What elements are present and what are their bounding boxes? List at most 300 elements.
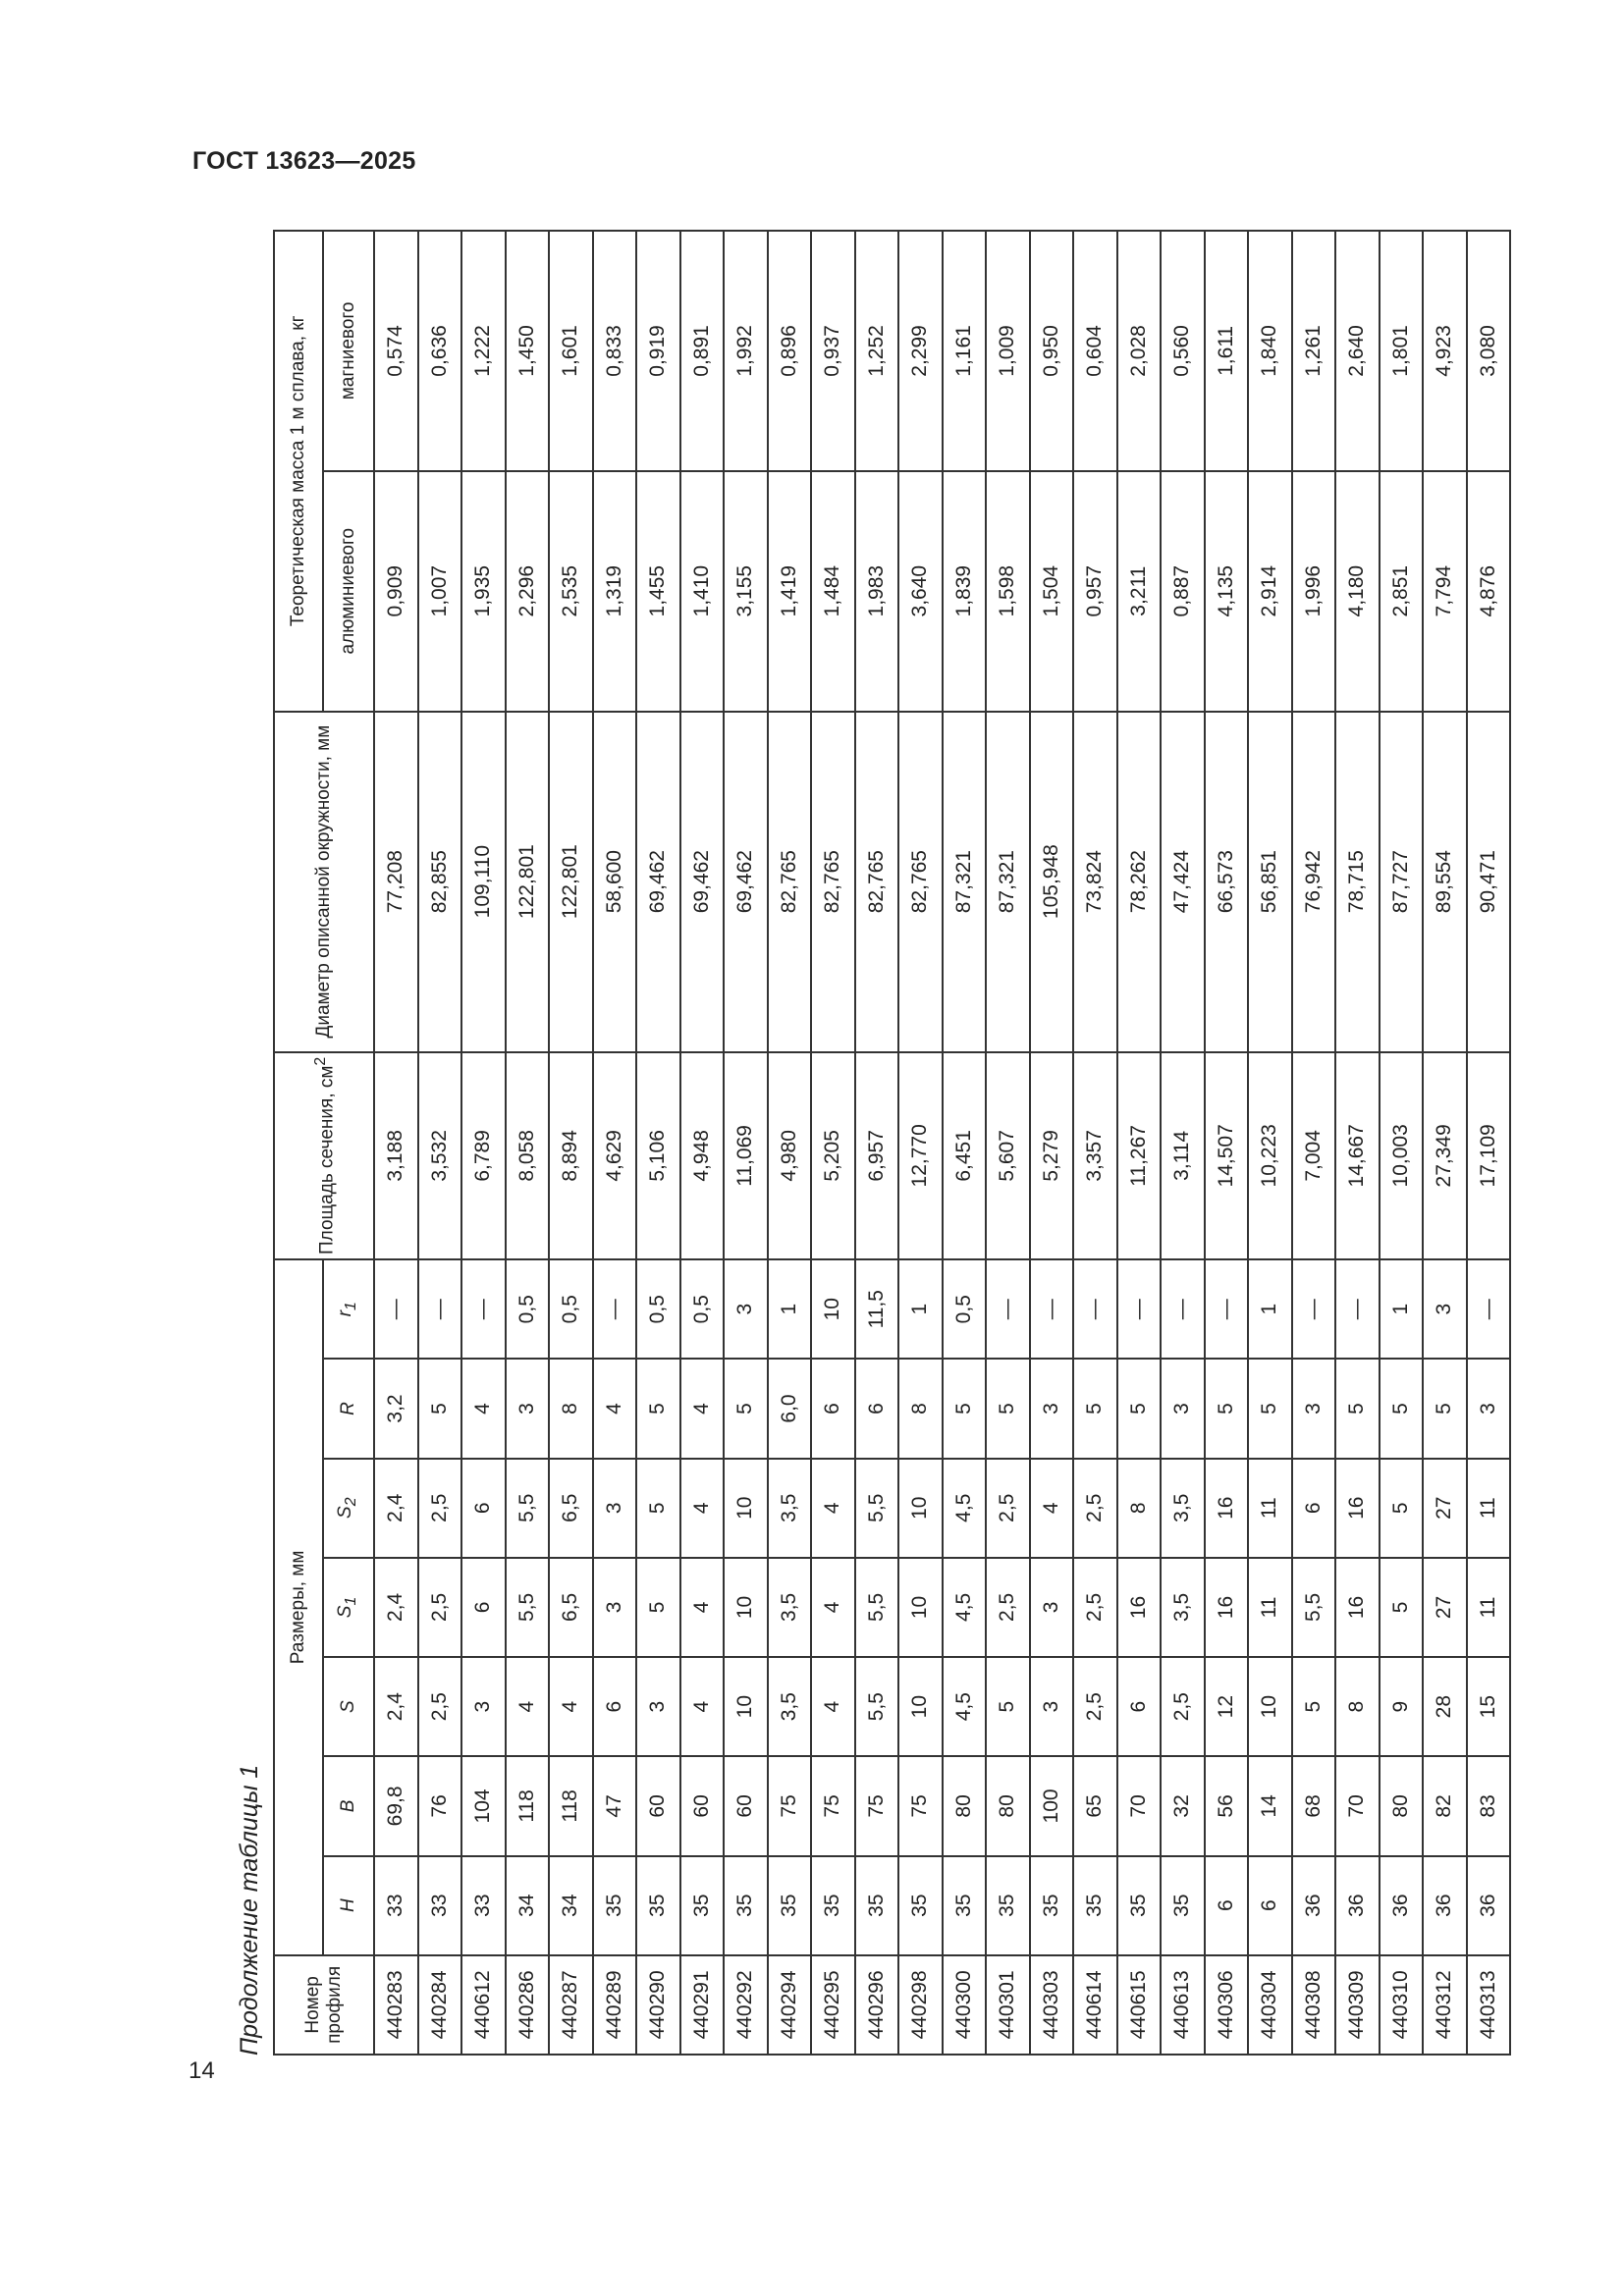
table-cell: 1,484 bbox=[811, 471, 855, 712]
table-cell: 80 bbox=[986, 1756, 1030, 1855]
table-cell: 3 bbox=[724, 1259, 768, 1359]
table-cell: 68 bbox=[1292, 1756, 1336, 1855]
table-cell: 60 bbox=[724, 1756, 768, 1855]
col-header-r1: $r_1$ bbox=[323, 1259, 374, 1359]
table-cell: 6 bbox=[461, 1459, 506, 1558]
table-cell: 7,794 bbox=[1423, 471, 1467, 712]
table-cell: 440306 bbox=[1205, 1955, 1249, 2055]
table-cell: — bbox=[1073, 1259, 1117, 1359]
table-cell: 100 bbox=[1030, 1756, 1074, 1855]
table-cell: 5 bbox=[724, 1359, 768, 1458]
table-cell: 0,833 bbox=[593, 231, 637, 471]
table-cell: — bbox=[461, 1259, 506, 1359]
table-cell: 0,957 bbox=[1073, 471, 1117, 712]
table-cell: 16 bbox=[1205, 1459, 1249, 1558]
table-cell: 3,5 bbox=[768, 1459, 812, 1558]
table-cell: 5 bbox=[418, 1359, 462, 1458]
table-cell: 35 bbox=[593, 1856, 637, 1955]
table-cell: 56,851 bbox=[1248, 712, 1292, 1052]
table-cell: 33 bbox=[461, 1856, 506, 1955]
table-cell: 5,5 bbox=[855, 1459, 899, 1558]
table-cell: 75 bbox=[898, 1756, 943, 1855]
table-cell: 5 bbox=[943, 1359, 987, 1458]
table-cell: 5 bbox=[636, 1558, 680, 1657]
table-cell: 6 bbox=[1248, 1856, 1292, 1955]
table-cell: 0,5 bbox=[549, 1259, 593, 1359]
col-header-r: R bbox=[323, 1359, 374, 1458]
table-cell: 35 bbox=[943, 1856, 987, 1955]
table-cell: 4,135 bbox=[1205, 471, 1249, 712]
table-cell: 3,188 bbox=[374, 1052, 418, 1259]
table-cell: 4 bbox=[549, 1657, 593, 1756]
table-cell: 440294 bbox=[768, 1955, 812, 2055]
table-cell: 35 bbox=[986, 1856, 1030, 1955]
table-cell: 0,574 bbox=[374, 231, 418, 471]
table-cell: 5 bbox=[1335, 1359, 1380, 1458]
table-cell: 69,462 bbox=[636, 712, 680, 1052]
table-cell: 87,321 bbox=[986, 712, 1030, 1052]
table-row bbox=[374, 231, 418, 2055]
table-cell: 440298 bbox=[898, 1955, 943, 2055]
table-cell: 4 bbox=[680, 1359, 725, 1458]
table-cell: 69,462 bbox=[680, 712, 725, 1052]
table-cell: 2,5 bbox=[1073, 1558, 1117, 1657]
table-cell: 35 bbox=[636, 1856, 680, 1955]
table-cell: 12,770 bbox=[898, 1052, 943, 1259]
table-cell: 6,0 bbox=[768, 1359, 812, 1458]
table-cell: 14,507 bbox=[1205, 1052, 1249, 1259]
table-cell: 6 bbox=[593, 1657, 637, 1756]
table-cell: 5 bbox=[1292, 1657, 1336, 1756]
table-cell: 4,629 bbox=[593, 1052, 637, 1259]
table-cell: 6 bbox=[461, 1558, 506, 1657]
document-header: ГОСТ 13623—2025 bbox=[192, 147, 416, 175]
table-row bbox=[1292, 231, 1336, 2055]
col-header-aluminium: алюминиевого bbox=[323, 471, 374, 712]
table-cell: 36 bbox=[1467, 1856, 1511, 1955]
table-cell: 28 bbox=[1423, 1657, 1467, 1756]
table-cell: 2,5 bbox=[1073, 1459, 1117, 1558]
table-cell: 35 bbox=[724, 1856, 768, 1955]
col-header-s2: $S_2$ bbox=[323, 1459, 374, 1558]
table-cell: 1,996 bbox=[1292, 471, 1336, 712]
table-cell: — bbox=[1335, 1259, 1380, 1359]
table-cell: 58,600 bbox=[593, 712, 637, 1052]
table-cell: 1,455 bbox=[636, 471, 680, 712]
table-cell: 6 bbox=[855, 1359, 899, 1458]
table-cell: 1,222 bbox=[461, 231, 506, 471]
table-row bbox=[1030, 231, 1074, 2055]
table-cell: 4 bbox=[506, 1657, 550, 1756]
table-cell: 75 bbox=[768, 1756, 812, 1855]
table-cell: 0,909 bbox=[374, 471, 418, 712]
table-cell: 5 bbox=[1117, 1359, 1162, 1458]
table-cell: 11,069 bbox=[724, 1052, 768, 1259]
table-cell: 6,789 bbox=[461, 1052, 506, 1259]
table-cell: 5 bbox=[1380, 1359, 1424, 1458]
table-cell: 105,948 bbox=[1030, 712, 1074, 1052]
table-cell: 5 bbox=[1380, 1558, 1424, 1657]
table-cell: 6 bbox=[1205, 1856, 1249, 1955]
table-cell: 4 bbox=[593, 1359, 637, 1458]
table-cell: 5 bbox=[1073, 1359, 1117, 1458]
table-cell: 60 bbox=[680, 1756, 725, 1855]
table-cell: 76 bbox=[418, 1756, 462, 1855]
table-cell: 2,4 bbox=[374, 1558, 418, 1657]
table-cell: 70 bbox=[1335, 1756, 1380, 1855]
table-cell: 2,296 bbox=[506, 471, 550, 712]
table-cell: 6 bbox=[811, 1359, 855, 1458]
table-cell: 10 bbox=[898, 1558, 943, 1657]
table-cell: 36 bbox=[1335, 1856, 1380, 1955]
table-cell: 3 bbox=[1030, 1558, 1074, 1657]
table-cell: 5,5 bbox=[506, 1459, 550, 1558]
table-cell: 10 bbox=[1248, 1657, 1292, 1756]
table-cell: 2,640 bbox=[1335, 231, 1380, 471]
table-cell: 8 bbox=[1335, 1657, 1380, 1756]
table-cell: 2,5 bbox=[1073, 1657, 1117, 1756]
table-cell: 73,824 bbox=[1073, 712, 1117, 1052]
table-cell: 35 bbox=[1073, 1856, 1117, 1955]
table-cell: 8 bbox=[549, 1359, 593, 1458]
table-cell: 56 bbox=[1205, 1756, 1249, 1855]
table-cell: 36 bbox=[1423, 1856, 1467, 1955]
table-cell: 11 bbox=[1248, 1459, 1292, 1558]
table-cell: 5 bbox=[1205, 1359, 1249, 1458]
table-cell: 47 bbox=[593, 1756, 637, 1855]
table-cell: 35 bbox=[1161, 1856, 1205, 1955]
table-row bbox=[636, 231, 680, 2055]
table-cell: 1,611 bbox=[1205, 231, 1249, 471]
table-cell: 440304 bbox=[1248, 1955, 1292, 2055]
table-cell: 0,891 bbox=[680, 231, 725, 471]
table-cell: 5,5 bbox=[855, 1657, 899, 1756]
table-cell: 1,935 bbox=[461, 471, 506, 712]
table-cell: 3 bbox=[636, 1657, 680, 1756]
table-cell: — bbox=[374, 1259, 418, 1359]
table-cell: 6,5 bbox=[549, 1558, 593, 1657]
table-cell: 1,992 bbox=[724, 231, 768, 471]
table-cell: 5 bbox=[986, 1657, 1030, 1756]
table-cell: 440310 bbox=[1380, 1955, 1424, 2055]
table-cell: 1 bbox=[898, 1259, 943, 1359]
table-cell: 5,5 bbox=[506, 1558, 550, 1657]
table-row bbox=[1205, 231, 1249, 2055]
table-row bbox=[593, 231, 637, 2055]
table-cell: 440303 bbox=[1030, 1955, 1074, 2055]
col-header-s1: $S_1$ bbox=[323, 1558, 374, 1657]
table-cell: 3 bbox=[593, 1558, 637, 1657]
table-cell: 34 bbox=[549, 1856, 593, 1955]
table-cell: 35 bbox=[1030, 1856, 1074, 1955]
table-cell: 6 bbox=[1292, 1459, 1336, 1558]
table-row bbox=[461, 231, 506, 2055]
table-cell: 27 bbox=[1423, 1558, 1467, 1657]
table-cell: 104 bbox=[461, 1756, 506, 1855]
table-cell: — bbox=[986, 1259, 1030, 1359]
table-row bbox=[898, 231, 943, 2055]
table-row bbox=[1117, 231, 1162, 2055]
table-cell: 35 bbox=[680, 1856, 725, 1955]
col-header-magnesium: магниевого bbox=[323, 231, 374, 471]
table-cell: 33 bbox=[418, 1856, 462, 1955]
table-cell: 4,5 bbox=[943, 1558, 987, 1657]
table-cell: 2,5 bbox=[418, 1459, 462, 1558]
table-cell: 8 bbox=[898, 1359, 943, 1458]
table-cell: 440283 bbox=[374, 1955, 418, 2055]
table-cell: 10 bbox=[898, 1459, 943, 1558]
table-cell: 35 bbox=[811, 1856, 855, 1955]
table-cell: 122,801 bbox=[506, 712, 550, 1052]
table-cell: 36 bbox=[1292, 1856, 1336, 1955]
table-cell: 440289 bbox=[593, 1955, 637, 2055]
table-cell: 3,080 bbox=[1467, 231, 1511, 471]
table-cell: 3 bbox=[593, 1459, 637, 1558]
table-cell: 2,299 bbox=[898, 231, 943, 471]
table-cell: 4,5 bbox=[943, 1657, 987, 1756]
table-cell: 2,5 bbox=[418, 1558, 462, 1657]
table-cell: 440284 bbox=[418, 1955, 462, 2055]
table-cell: 109,110 bbox=[461, 712, 506, 1052]
table-cell: 16 bbox=[1205, 1558, 1249, 1657]
table-cell: 3 bbox=[461, 1657, 506, 1756]
table-row bbox=[1248, 231, 1292, 2055]
table-cell: 1,801 bbox=[1380, 231, 1424, 471]
table-cell: 440312 bbox=[1423, 1955, 1467, 2055]
table-row bbox=[1423, 231, 1467, 2055]
table-cell: 82,855 bbox=[418, 712, 462, 1052]
table-cell: 440615 bbox=[1117, 1955, 1162, 2055]
table-row bbox=[506, 231, 550, 2055]
table-cell: 440308 bbox=[1292, 1955, 1336, 2055]
table-cell: 3 bbox=[1030, 1359, 1074, 1458]
table-cell: 3,357 bbox=[1073, 1052, 1117, 1259]
table-cell: 440301 bbox=[986, 1955, 1030, 2055]
table-cell: 82,765 bbox=[768, 712, 812, 1052]
table-cell: 122,801 bbox=[549, 712, 593, 1052]
table-cell: 0,636 bbox=[418, 231, 462, 471]
table-cell: 77,208 bbox=[374, 712, 418, 1052]
table-cell: 3,211 bbox=[1117, 471, 1162, 712]
table-cell: 1,410 bbox=[680, 471, 725, 712]
table-cell: 10 bbox=[811, 1259, 855, 1359]
table-cell: 0,604 bbox=[1073, 231, 1117, 471]
table-cell: 78,262 bbox=[1117, 712, 1162, 1052]
table-cell: 1 bbox=[768, 1259, 812, 1359]
table-row bbox=[811, 231, 855, 2055]
table-cell: 16 bbox=[1117, 1558, 1162, 1657]
table-cell: 5,106 bbox=[636, 1052, 680, 1259]
table-cell: 0,887 bbox=[1161, 471, 1205, 712]
table-row bbox=[680, 231, 725, 2055]
table-cell: 1,252 bbox=[855, 231, 899, 471]
table-cell: 2,5 bbox=[986, 1459, 1030, 1558]
table-cell: 14,667 bbox=[1335, 1052, 1380, 1259]
table-row bbox=[768, 231, 812, 2055]
table-row bbox=[855, 231, 899, 2055]
table-cell: 10 bbox=[724, 1657, 768, 1756]
col-header-profile: Номер профиля bbox=[274, 1955, 374, 2055]
group-header-sizes: Размеры, мм bbox=[274, 1259, 323, 1955]
table-cell: 16 bbox=[1335, 1558, 1380, 1657]
table-row bbox=[724, 231, 768, 2055]
table-cell: 440287 bbox=[549, 1955, 593, 2055]
table-cell: 5 bbox=[636, 1359, 680, 1458]
table-cell: 90,471 bbox=[1467, 712, 1511, 1052]
table-row bbox=[1073, 231, 1117, 2055]
table-row bbox=[1335, 231, 1380, 2055]
table-cell: 47,424 bbox=[1161, 712, 1205, 1052]
table-cell: 440613 bbox=[1161, 1955, 1205, 2055]
table-cell: 440300 bbox=[943, 1955, 987, 2055]
table-cell: 5 bbox=[986, 1359, 1030, 1458]
table-cell: 87,727 bbox=[1380, 712, 1424, 1052]
table-cell: 2,4 bbox=[374, 1657, 418, 1756]
table-cell: 3,5 bbox=[1161, 1459, 1205, 1558]
table-cell: 1,601 bbox=[549, 231, 593, 471]
table-cell: 2,028 bbox=[1117, 231, 1162, 471]
table-cell: 5 bbox=[1248, 1359, 1292, 1458]
table-row bbox=[986, 231, 1030, 2055]
table-cell: 80 bbox=[1380, 1756, 1424, 1855]
col-header-diameter: Диаметр описанной окружности, мм bbox=[274, 712, 374, 1052]
table-cell: 4,876 bbox=[1467, 471, 1511, 712]
table-cell: 5,5 bbox=[1292, 1558, 1336, 1657]
col-header-s: S bbox=[323, 1657, 374, 1756]
table-cell: 11,267 bbox=[1117, 1052, 1162, 1259]
table-cell: 82,765 bbox=[898, 712, 943, 1052]
table-cell: 118 bbox=[549, 1756, 593, 1855]
table-cell: 82,765 bbox=[855, 712, 899, 1052]
table-cell: — bbox=[1467, 1259, 1511, 1359]
table-cell: — bbox=[1161, 1259, 1205, 1359]
table-cell: 118 bbox=[506, 1756, 550, 1855]
table-cell: 8,058 bbox=[506, 1052, 550, 1259]
table-cell: 11 bbox=[1467, 1558, 1511, 1657]
table-cell: 0,560 bbox=[1161, 231, 1205, 471]
table-cell: 4,948 bbox=[680, 1052, 725, 1259]
table-cell: 0,5 bbox=[680, 1259, 725, 1359]
table-row bbox=[1161, 231, 1205, 2055]
table-cell: 33 bbox=[374, 1856, 418, 1955]
table-cell: 4 bbox=[680, 1657, 725, 1756]
table-cell: 10,003 bbox=[1380, 1052, 1424, 1259]
table-cell: 4 bbox=[811, 1657, 855, 1756]
table-cell: 3,5 bbox=[768, 1657, 812, 1756]
table-cell: 2,5 bbox=[418, 1657, 462, 1756]
table-cell: 83 bbox=[1467, 1756, 1511, 1855]
table-cell: 5,607 bbox=[986, 1052, 1030, 1259]
table-cell: 12 bbox=[1205, 1657, 1249, 1756]
table-cell: 15 bbox=[1467, 1657, 1511, 1756]
table-cell: 60 bbox=[636, 1756, 680, 1855]
table-cell: — bbox=[1030, 1259, 1074, 1359]
table-cell: 11 bbox=[1467, 1459, 1511, 1558]
table-cell: 1,161 bbox=[943, 231, 987, 471]
table-cell: 440292 bbox=[724, 1955, 768, 2055]
table-cell: 1,840 bbox=[1248, 231, 1292, 471]
table-cell: 10 bbox=[898, 1657, 943, 1756]
table-cell: 10,223 bbox=[1248, 1052, 1292, 1259]
table-cell: 440286 bbox=[506, 1955, 550, 2055]
table-cell: 5 bbox=[1380, 1459, 1424, 1558]
group-header-mass: Теоретическая масса 1 м сплава, кг bbox=[274, 231, 323, 712]
table-cell: 4,980 bbox=[768, 1052, 812, 1259]
table-cell: 78,715 bbox=[1335, 712, 1380, 1052]
table-cell: 35 bbox=[1117, 1856, 1162, 1955]
table-cell: 4 bbox=[1030, 1459, 1074, 1558]
col-header-b: B bbox=[323, 1756, 374, 1855]
table-cell: 27 bbox=[1423, 1459, 1467, 1558]
table-cell: 4,923 bbox=[1423, 231, 1467, 471]
table-cell: 4 bbox=[680, 1558, 725, 1657]
table-cell: — bbox=[418, 1259, 462, 1359]
col-header-area: Площадь сечения, $см^2$ bbox=[274, 1052, 374, 1259]
table-cell: 3,640 bbox=[898, 471, 943, 712]
table-cell: 0,5 bbox=[636, 1259, 680, 1359]
table-cell: 1 bbox=[1248, 1259, 1292, 1359]
table-cell: 3,2 bbox=[374, 1359, 418, 1458]
table-row bbox=[1467, 231, 1511, 2055]
table-cell: 1 bbox=[1380, 1259, 1424, 1359]
table-cell: 10 bbox=[724, 1558, 768, 1657]
table-row bbox=[549, 231, 593, 2055]
table-cell: 0,5 bbox=[506, 1259, 550, 1359]
page-number: 14 bbox=[189, 2057, 215, 2084]
table-cell: 82,765 bbox=[811, 712, 855, 1052]
table-cell: 440296 bbox=[855, 1955, 899, 2055]
table-cell: 11 bbox=[1248, 1558, 1292, 1657]
table-cell: 16 bbox=[1335, 1459, 1380, 1558]
table-cell: 3,5 bbox=[768, 1558, 812, 1657]
table-cell: 5 bbox=[636, 1459, 680, 1558]
table-cell: 6,5 bbox=[549, 1459, 593, 1558]
table-cell: 4 bbox=[680, 1459, 725, 1558]
table-caption: Продолжение таблицы 1 bbox=[236, 1764, 263, 2056]
table-cell: 10 bbox=[724, 1459, 768, 1558]
table-cell: 5,5 bbox=[855, 1558, 899, 1657]
table-cell: 3 bbox=[1292, 1359, 1336, 1458]
table-cell: 69,462 bbox=[724, 712, 768, 1052]
table-cell: 4,5 bbox=[943, 1459, 987, 1558]
table-cell: 1,009 bbox=[986, 231, 1030, 471]
table-cell: 6 bbox=[1117, 1657, 1162, 1756]
table-row bbox=[418, 231, 462, 2055]
table-cell: 65 bbox=[1073, 1756, 1117, 1855]
table-cell: — bbox=[1205, 1259, 1249, 1359]
col-header-h: H bbox=[323, 1856, 374, 1955]
table-cell: 82 bbox=[1423, 1756, 1467, 1855]
table-cell: 5,205 bbox=[811, 1052, 855, 1259]
table-cell: 3 bbox=[1030, 1657, 1074, 1756]
table-cell: 2,5 bbox=[986, 1558, 1030, 1657]
table-cell: 440291 bbox=[680, 1955, 725, 2055]
table-cell: 75 bbox=[811, 1756, 855, 1855]
table-cell: 8 bbox=[1117, 1459, 1162, 1558]
table-cell: 0,919 bbox=[636, 231, 680, 471]
table-cell: 2,851 bbox=[1380, 471, 1424, 712]
profiles-table bbox=[273, 230, 1511, 2056]
table-cell: 3 bbox=[1467, 1359, 1511, 1458]
table-body bbox=[374, 231, 1510, 2055]
table-cell: 0,937 bbox=[811, 231, 855, 471]
table-cell: 87,321 bbox=[943, 712, 987, 1052]
table-cell: 36 bbox=[1380, 1856, 1424, 1955]
table-cell: 70 bbox=[1117, 1756, 1162, 1855]
table-row bbox=[1380, 231, 1424, 2055]
table-cell: 0,5 bbox=[943, 1259, 987, 1359]
table-cell: 1,261 bbox=[1292, 231, 1336, 471]
